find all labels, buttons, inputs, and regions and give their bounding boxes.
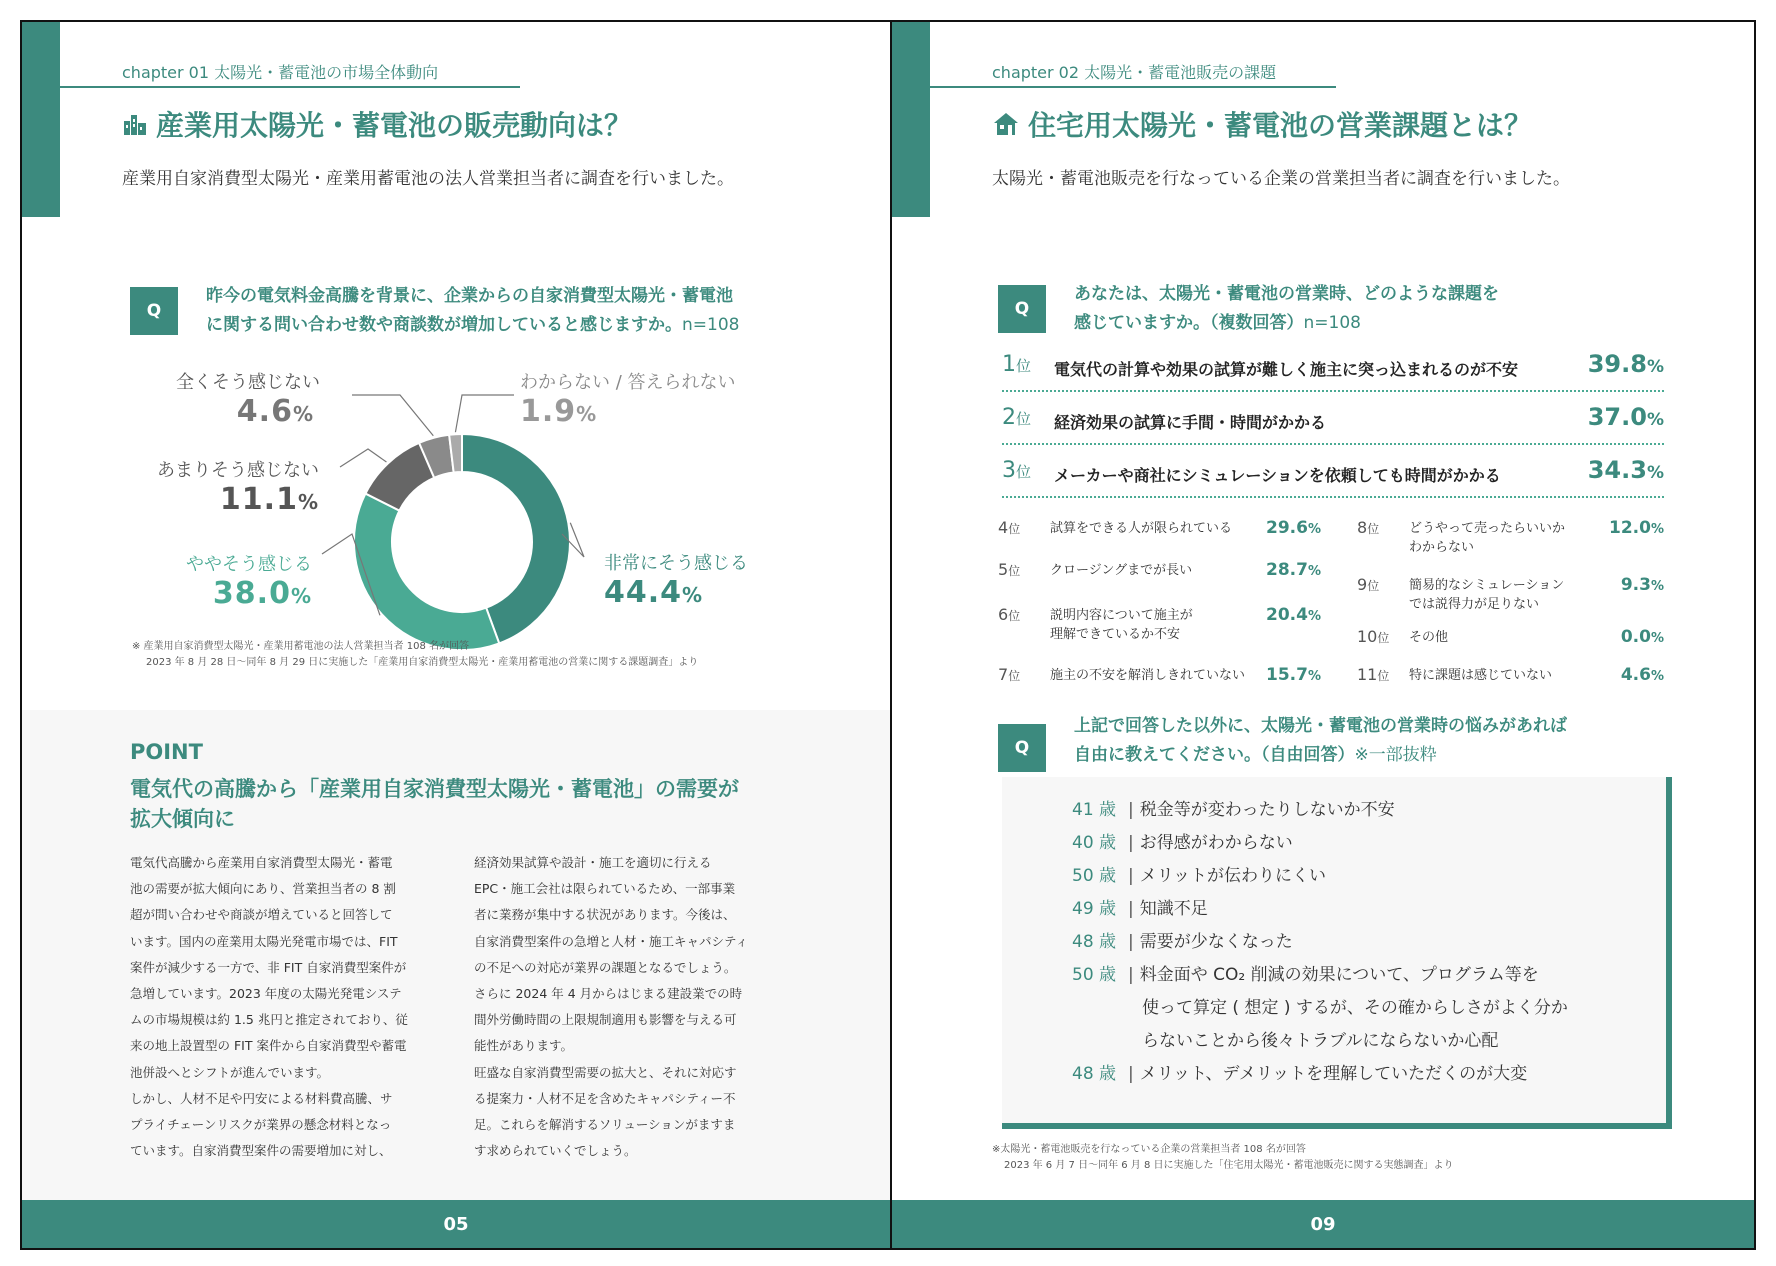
body-line: ています。自家消費型案件の需要増加に対し、	[130, 1143, 392, 1159]
page-05	[20, 20, 892, 1250]
body-line: 案件が減少する一方で、非 FIT 自家消費型案件が	[130, 959, 407, 975]
point-body-column-2	[474, 850, 792, 1164]
rank-percent: 29.6%	[1266, 518, 1321, 538]
question-badge: Q	[998, 724, 1046, 772]
rank-text: 施主の不安を解消しきれていない	[1050, 668, 1246, 683]
free-answer-box	[1002, 777, 1672, 1129]
slice-label: 全くそう感じない	[176, 372, 320, 393]
answer-text: 料金面や CO₂ 削減の効果について、プログラム等を	[1139, 965, 1539, 985]
respondent-age: 48 歳	[1072, 1064, 1117, 1084]
free-answer-item: 48 歳 | 需要が少なくなった	[1072, 926, 1293, 959]
rank-percent: 4.6%	[1620, 665, 1664, 685]
rank-percent: 15.7%	[1266, 665, 1321, 685]
slice-label: あまりそう感じない	[157, 460, 319, 481]
point-title: 電気代の高騰から「産業用自家消費型太陽光・蓄電池」の需要が 拡大傾向に	[130, 777, 739, 831]
body-line: 池の需要が拡大傾向にあり、営業担当者の 8 割	[130, 881, 396, 897]
respondent-age: 48 歳	[1072, 932, 1117, 952]
body-line: しかし、人材不足や円安による材料費高騰、サ	[130, 1090, 393, 1106]
respondent-age: 40 歳	[1072, 833, 1117, 853]
accent-bar	[892, 22, 930, 217]
body-line: 経済効果試算や設計・施工を適切に行える	[474, 855, 712, 870]
rank-number: 1位	[1002, 352, 1032, 377]
page-title	[122, 104, 632, 144]
question-text: 上記で回答した以外に、太陽光・蓄電池の営業時の悩みがあれば 自由に教えてください。（自由回答）※一部抜粋	[1074, 716, 1567, 765]
body-line: さらに 2024 年 4 月からはじまる建設業での時	[474, 986, 743, 1002]
slice-value: 1.9%	[520, 394, 598, 429]
free-answer-item: 40 歳 | お得感がわからない	[1072, 827, 1293, 860]
label-strongly-agree	[604, 549, 748, 610]
free-answer-item: 41 歳 | 税金等が変わったりしないか不安	[1072, 794, 1395, 827]
rank-text: 電気代の計算や効果の試算が難しく施主に突っ込まれるのが不安	[1054, 360, 1519, 379]
slice-value: 4.6%	[236, 394, 314, 429]
label-somewhat-agree	[162, 550, 312, 611]
body-line: 電気代高騰から産業用自家消費型太陽光・蓄電	[130, 855, 393, 870]
sample-size: n=108	[1303, 313, 1361, 333]
rank-number: 11位	[1357, 665, 1390, 684]
respondent-age: 50 歳	[1072, 965, 1117, 985]
free-answer-item: 50 歳 | メリットが伝わりにくい	[1072, 860, 1326, 893]
answer-text: お得感がわからない	[1139, 833, 1293, 853]
point-section	[22, 710, 890, 1205]
rank-number: 6位	[998, 605, 1021, 624]
rank-text: 試算をできる人が限られている	[1050, 521, 1233, 536]
body-line: ムの市場規模は約 1.5 兆円と推定されており、従	[130, 1012, 408, 1028]
rank-text: 簡易的なシミュレーション では説得力が足りない	[1409, 578, 1565, 612]
slice-label: ややそう感じる	[186, 554, 312, 575]
answer-text: 知識不足	[1139, 899, 1208, 919]
leader-line	[352, 395, 433, 436]
chapter-underline	[60, 86, 520, 88]
ranking-row	[1002, 401, 1664, 445]
rank-number: 7位	[998, 665, 1021, 684]
page-number: 05	[443, 1213, 469, 1235]
ranking-row	[1002, 454, 1664, 498]
rank-percent: 39.8%	[1587, 350, 1664, 378]
slice-label: 非常にそう感じる	[604, 553, 748, 574]
body-line: の不足への対応が業界の課題となるでしょう。	[474, 959, 737, 975]
rank-percent: 12.0%	[1609, 518, 1664, 538]
rank-text: 経済効果の試算に手間・時間がかかる	[1054, 413, 1327, 432]
survey-footnote: ※太陽光・蓄電池販売を行なっている企業の営業担当者 108 名が回答 2023 年 6 月 7 日〜同年 6 月 8 日に実施した「住宅用太陽光・蓄電池販売に関する実態調査」より	[992, 1144, 1454, 1171]
rank-number: 4位	[998, 518, 1021, 537]
rank-number: 8位	[1357, 518, 1380, 537]
body-line: 急増しています。2023 年度の太陽光発電システ	[130, 986, 402, 1002]
slice-value: 44.4%	[604, 575, 704, 610]
label-dont-know	[520, 368, 736, 429]
label-strongly-disagree	[176, 368, 320, 429]
rank-number: 5位	[998, 560, 1021, 579]
question-badge: Q	[130, 287, 178, 335]
respondent-age: 50 歳	[1072, 866, 1117, 886]
label-somewhat-disagree	[127, 456, 319, 517]
rank-text: 説明内容について施主が 理解できているか不安	[1050, 608, 1193, 642]
rank-text: その他	[1409, 630, 1449, 645]
rank-text: 特に課題は感じていない	[1409, 668, 1553, 683]
rank-number: 9位	[1357, 575, 1380, 594]
body-line: 超が問い合わせや商談が増えていると回答して	[130, 907, 393, 923]
rank-number: 2位	[1002, 405, 1032, 430]
page-title-text: 産業用太陽光・蓄電池の販売動向は？	[156, 109, 633, 142]
rank-number: 10位	[1357, 627, 1390, 646]
body-line: 来の地上設置型の FIT 案件から自家消費型や蓄電	[130, 1038, 407, 1054]
rank-percent: 20.4%	[1266, 605, 1321, 625]
free-answer-item: 50 歳 | 料金面や CO₂ 削減の効果について、プログラム等を 使って算定 ( 想定 ) するが、その確からしさがよく分か らないことから後々トラブルにならないか心配	[1072, 959, 1568, 1058]
house-icon	[992, 111, 1020, 137]
body-line: 者に業務が集中する状況があります。今後は、	[474, 907, 736, 923]
body-line: る提案力・人材不足を含めたキャパシティー不	[474, 1090, 736, 1106]
slice-label: わからない / 答えられない	[520, 372, 736, 393]
body-line: います。国内の産業用太陽光発電市場では、FIT	[130, 933, 398, 949]
page-09	[890, 20, 1756, 1250]
answer-text: 税金等が変わったりしないか不安	[1139, 800, 1395, 820]
page-footer	[22, 1200, 890, 1248]
rank-text: クロージングまでが長い	[1050, 563, 1193, 578]
body-line: 足。これらを解消するソリューションがますま	[474, 1117, 736, 1133]
rank-percent: 9.3%	[1620, 575, 1664, 595]
page-title	[992, 104, 1532, 144]
leader-line	[455, 395, 514, 432]
body-line: す求められていくでしょう。	[474, 1143, 637, 1159]
body-line: 旺盛な自家消費型需要の拡大と、それに対応す	[474, 1064, 737, 1080]
question-line-1: 昨今の電気料金高騰を背景に、企業からの自家消費型太陽光・蓄電池	[206, 286, 733, 306]
chapter-heading: chapter 02 太陽光・蓄電池販売の課題	[992, 63, 1277, 82]
rank-percent: 37.0%	[1587, 403, 1664, 431]
free-answer-item: 48 歳 | メリット、デメリットを理解していただくのが大変	[1072, 1058, 1527, 1091]
free-answer-item: 49 歳 | 知識不足	[1072, 893, 1208, 926]
factory-icon	[122, 111, 148, 137]
sample-size: n=108	[682, 315, 740, 335]
rank-text: メーカーや商社にシミュレーションを依頼しても時間がかかる	[1054, 466, 1501, 485]
body-line: 池併設へとシフトが進んでいます。	[130, 1064, 330, 1080]
body-line: 間外労働時間の上限規制適用も影響を与える可	[474, 1012, 737, 1028]
rank-number: 3位	[1002, 458, 1032, 483]
point-body-column-1	[130, 850, 448, 1164]
question-text: あなたは、太陽光・蓄電池の営業時、どのような課題を 感じていますか。（複数回答）n=108	[1074, 284, 1499, 333]
rank-text: どうやって売ったらいいか わからない	[1409, 521, 1566, 555]
page-title-text: 住宅用太陽光・蓄電池の営業課題とは？	[1028, 109, 1533, 142]
leader-line	[340, 449, 386, 467]
body-line: 能性があります。	[474, 1038, 574, 1054]
answer-text: メリットが伝わりにくい	[1139, 866, 1327, 886]
page-subtitle: 産業用自家消費型太陽光・産業用蓄電池の法人営業担当者に調査を行いました。	[122, 169, 734, 189]
rank-percent: 34.3%	[1587, 456, 1664, 484]
respondent-age: 41 歳	[1072, 800, 1117, 820]
accent-bar	[22, 22, 60, 217]
body-line: プライチェーンリスクが業界の懸念材料となっ	[130, 1117, 392, 1133]
body-line: 自家消費型案件の急増と人材・施工キャパシティ	[474, 933, 749, 949]
rank-percent: 0.0%	[1620, 627, 1664, 647]
rank-percent: 28.7%	[1266, 560, 1321, 580]
page-number: 09	[1310, 1213, 1336, 1235]
page-footer	[892, 1200, 1754, 1248]
question-badge: Q	[998, 285, 1046, 333]
answer-text: メリット、デメリットを理解していただくのが大変	[1139, 1064, 1528, 1084]
body-line: EPC・施工会社は限られているため、一部事業	[474, 881, 736, 897]
question-text	[206, 282, 739, 340]
question-line-2: に関する問い合わせ数や商談数が増加していると感じますか。	[206, 315, 682, 335]
ranking-row	[1002, 348, 1664, 392]
page-subtitle: 太陽光・蓄電池販売を行なっている企業の営業担当者に調査を行いました。	[992, 169, 1570, 189]
chapter-underline	[930, 86, 1336, 88]
slice-value: 11.1%	[219, 482, 319, 517]
survey-footnote: ※ 産業用自家消費型太陽光・産業用蓄電池の法人営業担当者 108 名が回答 2023 年 8 月 28 日〜同年 8 月 29 日に実施した「産業用自家消費型太陽光・産業用蓄電池の営業に関する課題調査」より	[132, 641, 699, 668]
answer-text: 需要が少なくなった	[1139, 932, 1293, 952]
chapter-heading: chapter 01 太陽光・蓄電池の市場全体動向	[122, 63, 439, 82]
point-label: POINT	[130, 740, 203, 764]
respondent-age: 49 歳	[1072, 899, 1117, 919]
donut-slice	[354, 494, 499, 650]
slice-value: 38.0%	[212, 576, 312, 611]
